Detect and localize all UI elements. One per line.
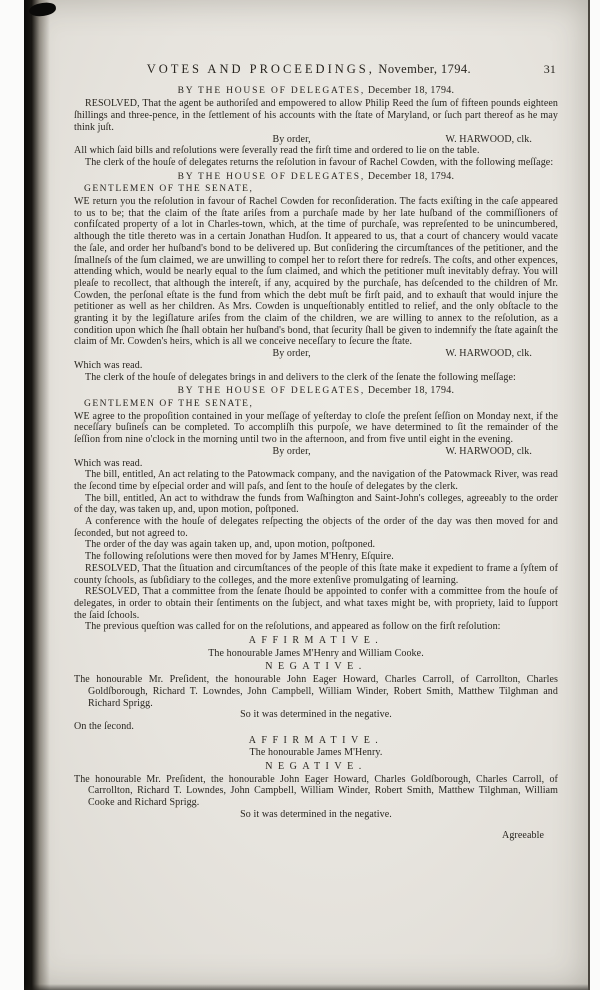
binding-shadow [24,0,50,990]
page-number: 31 [543,62,556,76]
vote-heading-negative: NEGATIVE. [265,761,367,773]
vote-names: The honourable James M'Henry and William Cooke. [208,647,424,659]
body-paragraph: The bill, entitled, An act relating to the Patowmack company, and the navigation of the Patowmack River, was read the ſecond time by eſpecial order and will paſs, and ſent to the houſe of delegates by the clerk. [74,469,558,492]
page-title [74,64,544,76]
body-paragraph: Which was read. [74,457,143,469]
resolution-paragraph: RESOLVED, That the agent be authoriſed and empowered to allow Philip Reed the ſum of fifteen pounds eighteen ſhillings and three-pence, in the ſettlement of his accounts with the ſtate of Maryland, or ſuch part thereof as he may think juſt. [74,98,558,133]
body-paragraph: The previous queſtion was called for on the reſolutions, and appeared as follow on the firſt reſolution: [85,621,501,633]
vote-names: The honourable Mr. Preſident, the honourable John Eager Howard, Charles Goldſborough, Charles Carroll, of Carrollton, Richard T. Lowndes, John Campbell, William Winder, Robert Smith, Matthew Tilghman, William Cooke and Richard Sprigg. [74,773,558,809]
heading-date: December 18, 1794. [365,385,455,397]
by-order-label: By order, [272,445,311,457]
heading-date: December 18, 1794. [365,170,455,182]
page-title-date: November, 1794. [374,62,472,76]
heading-caps: BY THE HOUSE OF DELEGATES, [177,386,366,397]
section-heading [74,85,558,98]
heading-caps: BY THE HOUSE OF DELEGATES, [177,171,366,182]
message-paragraph: WE return you the reſolution in favour of Rachel Cowden for reconſideration. The facts exiſting in the caſe appeared to us to be; that the claim of the ſtate ariſes from a purchaſe made by her late huſband of the commiſſioners of confiſcated property of a lot in Charles-town, which, at the time of purchaſe, was repreſented to be unincumbered, although the title thereto was in a certain Jonathan Hudſon. It appeared to us, that a court of chancery would vacate the ſale, and order her huſband's bond to be delivered up. But conſidering the circumſtances of the petitioner, and the ſmallneſs of the ſum claimed, we are unwilling to compel her to reſort there for redreſs. The coſts, and other expences, attending which, would be nearly equal to the ſum claimed, and which the petitioner muſt inevitably defray. You will pleaſe to recollect, that although the intereſt, if any, acquired by the purchaſe, has deſcended to the children of Mr. Cowden, the perſonal eſtate is the fund from which the debt muſt be firſt paid, and to exhauſt that would injure the petitioner as well as her children. As Mrs. Cowden is unqueſtionably entitled to relief, and the only obſtacle to the granting it by the legiſlature ariſes from the claim of the children, we are willing to annex to the reſolution, as a condition upon which ſhe ſhall obtain her huſband's bond, that ſecurity ſhall be given to indemnify the ſtate againſt the claim of Mr. Cowden's heirs, which is all we conceive neceſſary to ſecure the ſtate. [74,196,558,348]
byline [74,134,558,146]
salutation: GENTLEMEN OF THE SENATE, [84,184,254,195]
body-paragraph: The bill, entitled, An act to withdraw the funds from Waſhington and Saint-John's colleges, agreeably to the order of the day, was taken up, and, upon motion, poſtponed. [74,492,558,516]
message-paragraph: WE agree to the propoſition contained in your meſſage of yeſterday to cloſe the preſent ſeſſion on Monday next, if the neceſſary buſineſs can be completed. To accompliſh this purpoſe, we have determined to ſit the remainder of the ſeſſion from nine o'clock in the morning until two in the afternoon, and from five until eight in the evening. [74,410,558,446]
page-title-caps: VOTES AND PROCEEDINGS, [146,62,375,76]
body-paragraph: On the ſecond. [74,720,134,732]
vote-result: So it was determined in the negative. [240,808,392,820]
resolution-paragraph: RESOLVED, That the ſituation and circumſtances of the people of this ſtate make it expedient to frame a ſyſtem of county ſchools, as ſubſidiary to the colleges, and the more extenſive promulgating of learning. [74,562,558,586]
page-bottom-edge [24,984,588,990]
body-paragraph: The clerk of the houſe of delegates brings in and delivers to the clerk of the ſenate the following meſſage: [85,371,516,383]
section-heading [74,385,558,398]
body-paragraph: A conference with the houſe of delegates reſpecting the objects of the order of the day was then moved for and ſeconded, but not agreed to. [74,516,558,539]
running-header [74,64,558,76]
heading-caps: BY THE HOUSE OF DELEGATES, [177,85,366,96]
clerk-signature: W. HARWOOD, clk. [445,133,532,145]
body-paragraph: All which ſaid bills and reſolutions were ſeverally read the firſt time and ordered to lie on the table. [74,145,480,157]
body-paragraph: The order of the day was again taken up, and, upon motion, poſtponed. [85,539,376,551]
clerk-signature: W. HARWOOD, clk. [445,348,532,360]
by-order-label: By order, [272,133,311,145]
by-order-label: By order, [272,348,311,360]
clerk-signature: W. HARWOOD, clk. [445,445,532,457]
catchword: Agreeable [502,829,544,841]
body-paragraph: Which was read. [74,359,143,371]
salutation: GENTLEMEN OF THE SENATE, [84,398,254,409]
vote-result: So it was determined in the negative. [240,709,392,721]
byline [74,348,558,360]
scanned-page [24,0,590,990]
vote-names: The honourable James M'Henry. [249,747,383,759]
section-heading [74,171,558,184]
heading-date: December 18, 1794. [365,84,455,96]
vote-heading-affirmative: AFFIRMATIVE. [248,635,384,647]
vote-names: The honourable Mr. Preſident, the honourable John Eager Howard, Charles Carroll, of Carrollton, Charles Goldſborough, Richard T. Lowndes, John Campbell, William Winder, Robert Smith, Matthew Tilghman and Richard Sprigg. [74,674,558,709]
page-content [74,64,558,841]
byline [74,446,558,458]
body-paragraph: The clerk of the houſe of delegates returns the reſolution in favour of Rachel Cowden, with the following meſſage: [85,156,554,168]
vote-heading-affirmative: AFFIRMATIVE. [248,734,384,746]
resolution-paragraph: RESOLVED, That a committee from the ſenate ſhould be appointed to confer with a committee from the houſe of delegates, in order to obtain their ſentiments on the ſubject, and what taxes might be, with propriety, laid to ſupport the ſaid ſchools. [74,586,558,621]
vote-heading-negative: NEGATIVE. [265,661,367,673]
body-paragraph: The following reſolutions were then moved for by James M'Henry, Eſquire. [85,551,394,563]
